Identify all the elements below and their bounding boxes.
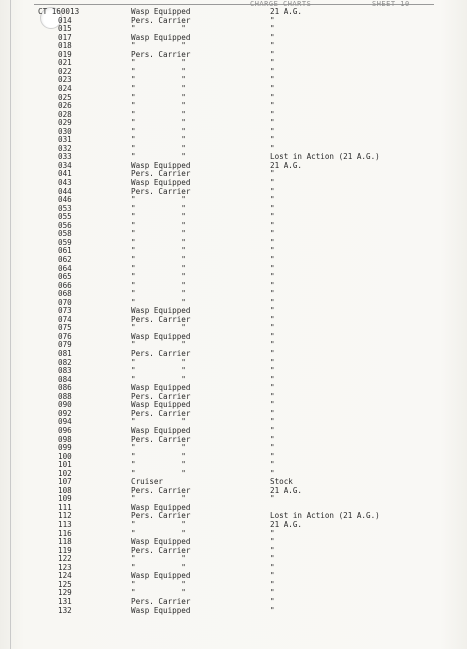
- serial-number: 043: [58, 178, 72, 187]
- serial-number: 058: [58, 229, 72, 239]
- serial-number: 044: [58, 186, 72, 196]
- serial-number: 023: [58, 75, 72, 85]
- serial-number: 083: [58, 366, 72, 376]
- vehicle-type: " ": [131, 237, 186, 247]
- vehicle-type: Wasp Equipped: [131, 400, 191, 410]
- disposition: ": [270, 562, 275, 572]
- serial-number: 100: [58, 451, 72, 461]
- disposition: ": [270, 263, 275, 273]
- disposition: ": [270, 391, 275, 401]
- serial-number: 056: [58, 220, 72, 230]
- vehicle-type: " ": [131, 83, 186, 93]
- serial-number: 070: [58, 297, 72, 307]
- disposition: ": [270, 425, 275, 435]
- vehicle-type: Wasp Equipped: [131, 178, 191, 187]
- vehicle-type: " ": [131, 289, 186, 299]
- disposition: ": [270, 494, 275, 504]
- vehicle-type: " ": [131, 41, 186, 51]
- vehicle-type: " ": [131, 417, 186, 427]
- serial-number: 116: [58, 528, 72, 538]
- disposition: ": [270, 169, 275, 179]
- serial-number: 119: [58, 545, 72, 555]
- serial-number: 031: [58, 135, 72, 145]
- disposition: ": [270, 537, 275, 547]
- serial-number: 053: [58, 203, 72, 213]
- serial-number: 055: [58, 212, 72, 222]
- serial-number: 092: [58, 408, 72, 418]
- serial-number: 025: [58, 92, 72, 102]
- serial-number: 099: [58, 443, 72, 453]
- vehicle-type: Wasp Equipped: [131, 425, 191, 435]
- vehicle-type: Pers. Carrier: [131, 314, 191, 324]
- serial-number: 109: [58, 494, 72, 504]
- vehicle-type: " ": [131, 468, 186, 478]
- vehicle-type: " ": [131, 520, 186, 529]
- serial-number: 086: [58, 383, 72, 393]
- disposition: ": [270, 272, 275, 282]
- vehicle-type: Pers. Carrier: [131, 391, 191, 401]
- header-sheet-number: SHEET 10: [372, 0, 410, 8]
- vehicle-type: " ": [131, 366, 186, 376]
- vehicle-type: Wasp Equipped: [131, 331, 191, 341]
- serial-number: 125: [58, 579, 72, 589]
- serial-number: 028: [58, 109, 72, 119]
- vehicle-type: " ": [131, 126, 186, 136]
- vehicle-type: Pers. Carrier: [131, 15, 191, 25]
- vehicle-type: Wasp Equipped: [131, 306, 191, 316]
- disposition: Stock: [270, 477, 293, 487]
- disposition: 21 A.G.: [270, 160, 303, 170]
- disposition: ": [270, 451, 275, 461]
- disposition: ": [270, 579, 275, 589]
- disposition: ": [270, 58, 275, 68]
- vehicle-type: Wasp Equipped: [131, 7, 191, 16]
- vehicle-type: Wasp Equipped: [131, 32, 191, 42]
- vehicle-type: Wasp Equipped: [131, 605, 191, 615]
- disposition: ": [270, 349, 275, 358]
- vehicle-type: " ": [131, 554, 186, 564]
- serial-number: 118: [58, 537, 72, 547]
- serial-number: 102: [58, 468, 72, 478]
- vehicle-type: Pers. Carrier: [131, 485, 191, 495]
- disposition: ": [270, 101, 275, 111]
- disposition: ": [270, 280, 275, 290]
- serial-number: 033: [58, 152, 72, 162]
- vehicle-type: " ": [131, 66, 186, 76]
- disposition: ": [270, 417, 275, 427]
- vehicle-type: Pers. Carrier: [131, 408, 191, 418]
- vehicle-type: Wasp Equipped: [131, 160, 191, 170]
- disposition: ": [270, 545, 275, 555]
- disposition: ": [270, 92, 275, 102]
- disposition: ": [270, 143, 275, 153]
- serial-number: 111: [58, 502, 72, 512]
- disposition: ": [270, 66, 275, 76]
- serial-number: 108: [58, 485, 72, 495]
- vehicle-type: " ": [131, 588, 186, 598]
- serial-number: 017: [58, 32, 72, 42]
- vehicle-type: Pers. Carrier: [131, 511, 191, 521]
- disposition: ": [270, 366, 275, 376]
- serial-number: 029: [58, 118, 72, 128]
- vehicle-type: " ": [131, 443, 186, 453]
- vehicle-type: Pers. Carrier: [131, 545, 191, 555]
- serial-number: 123: [58, 562, 72, 572]
- disposition: ": [270, 237, 275, 247]
- vehicle-type: " ": [131, 340, 186, 350]
- serial-number: 124: [58, 571, 72, 581]
- serial-number: 122: [58, 554, 72, 564]
- vehicle-type: " ": [131, 101, 186, 111]
- vehicle-type: " ": [131, 118, 186, 128]
- vehicle-type: Pers. Carrier: [131, 49, 191, 59]
- serial-number: 131: [58, 596, 72, 606]
- serial-number: 066: [58, 280, 72, 290]
- vehicle-type: " ": [131, 494, 186, 504]
- vehicle-type: " ": [131, 152, 186, 162]
- disposition: ": [270, 408, 275, 418]
- serial-number: 021: [58, 58, 72, 68]
- disposition: ": [270, 331, 275, 341]
- vehicle-type: Pers. Carrier: [131, 169, 191, 179]
- vehicle-type: " ": [131, 212, 186, 222]
- serial-number: 068: [58, 289, 72, 299]
- vehicle-type: Wasp Equipped: [131, 502, 191, 512]
- vehicle-type: " ": [131, 323, 186, 333]
- disposition: ": [270, 400, 275, 410]
- serial-number: 024: [58, 83, 72, 93]
- serial-number: 101: [58, 460, 72, 470]
- vehicle-type: " ": [131, 229, 186, 239]
- disposition: ": [270, 468, 275, 478]
- serial-number: 018: [58, 41, 72, 51]
- serial-number: 081: [58, 349, 72, 358]
- disposition: ": [270, 32, 275, 42]
- disposition: ": [270, 75, 275, 85]
- disposition: ": [270, 178, 275, 187]
- vehicle-type: Wasp Equipped: [131, 537, 191, 547]
- disposition: ": [270, 109, 275, 119]
- disposition: ": [270, 357, 275, 367]
- serial-number: 032: [58, 143, 72, 153]
- serial-number: 096: [58, 425, 72, 435]
- serial-number: 064: [58, 263, 72, 273]
- disposition: ": [270, 340, 275, 350]
- serial-number: 074: [58, 314, 72, 324]
- disposition: ": [270, 314, 275, 324]
- disposition: ": [270, 571, 275, 581]
- serial-number: 076: [58, 331, 72, 341]
- disposition: ": [270, 49, 275, 59]
- serial-number: 073: [58, 306, 72, 316]
- disposition: Lost in Action (21 A.G.): [270, 152, 380, 162]
- serial-number: 098: [58, 434, 72, 444]
- vehicle-type: " ": [131, 374, 186, 384]
- disposition: ": [270, 588, 275, 598]
- disposition: ": [270, 528, 275, 538]
- vehicle-type: Cruiser: [131, 477, 164, 487]
- serial-number: 065: [58, 272, 72, 282]
- vehicle-type: Pers. Carrier: [131, 596, 191, 606]
- serial-number: 015: [58, 24, 72, 34]
- serial-number: 132: [58, 605, 72, 615]
- serial-number: 062: [58, 254, 72, 264]
- serial-number: 019: [58, 49, 72, 59]
- disposition: ": [270, 15, 275, 25]
- disposition: ": [270, 212, 275, 222]
- vehicle-type: " ": [131, 246, 186, 256]
- vehicle-type: " ": [131, 220, 186, 230]
- vehicle-type: Pers. Carrier: [131, 186, 191, 196]
- serial-number: 046: [58, 195, 72, 205]
- disposition: Lost in Action (21 A.G.): [270, 511, 380, 521]
- vehicle-type: " ": [131, 109, 186, 119]
- vehicle-type: " ": [131, 272, 186, 282]
- serial-number: 034: [58, 160, 72, 170]
- page-edge-shadow: [10, 0, 11, 649]
- disposition: ": [270, 126, 275, 136]
- vehicle-type: " ": [131, 297, 186, 307]
- disposition: ": [270, 246, 275, 256]
- serial-number: 030: [58, 126, 72, 136]
- disposition: ": [270, 135, 275, 145]
- serial-number: CT 160013: [38, 7, 80, 16]
- disposition: 21 A.G.: [270, 520, 303, 529]
- serial-number: 059: [58, 237, 72, 247]
- disposition: 21 A.G.: [270, 485, 303, 495]
- vehicle-type: " ": [131, 460, 186, 470]
- disposition: ": [270, 596, 275, 606]
- vehicle-type: Wasp Equipped: [131, 571, 191, 581]
- serial-number: 129: [58, 588, 72, 598]
- vehicle-type: " ": [131, 24, 186, 34]
- serial-number: 113: [58, 520, 72, 529]
- serial-number: 082: [58, 357, 72, 367]
- vehicle-type: " ": [131, 263, 186, 273]
- vehicle-type: " ": [131, 254, 186, 264]
- vehicle-type: Pers. Carrier: [131, 349, 191, 358]
- disposition: ": [270, 289, 275, 299]
- vehicle-type: " ": [131, 75, 186, 85]
- disposition: ": [270, 254, 275, 264]
- disposition: ": [270, 83, 275, 93]
- serial-number: 084: [58, 374, 72, 384]
- disposition: ": [270, 374, 275, 384]
- serial-number: 014: [58, 15, 72, 25]
- vehicle-type: " ": [131, 203, 186, 213]
- disposition: ": [270, 605, 275, 615]
- vehicle-type: " ": [131, 135, 186, 145]
- vehicle-type: " ": [131, 195, 186, 205]
- vehicle-type: " ": [131, 280, 186, 290]
- serial-number: 094: [58, 417, 72, 427]
- disposition: ": [270, 41, 275, 51]
- vehicle-type: " ": [131, 579, 186, 589]
- disposition: ": [270, 460, 275, 470]
- disposition: 21 A.G.: [270, 7, 303, 16]
- disposition: ": [270, 443, 275, 453]
- vehicle-type: " ": [131, 528, 186, 538]
- disposition: ": [270, 203, 275, 213]
- vehicle-type: Pers. Carrier: [131, 434, 191, 444]
- serial-number: 090: [58, 400, 72, 410]
- disposition: ": [270, 186, 275, 196]
- vehicle-type: " ": [131, 143, 186, 153]
- disposition: ": [270, 195, 275, 205]
- vehicle-type: " ": [131, 92, 186, 102]
- disposition: ": [270, 229, 275, 239]
- disposition: ": [270, 306, 275, 316]
- serial-number: 075: [58, 323, 72, 333]
- serial-number: 107: [58, 477, 72, 487]
- serial-number: 112: [58, 511, 72, 521]
- vehicle-type: " ": [131, 357, 186, 367]
- serial-number: 026: [58, 101, 72, 111]
- disposition: ": [270, 554, 275, 564]
- disposition: ": [270, 220, 275, 230]
- serial-number: 079: [58, 340, 72, 350]
- disposition: ": [270, 118, 275, 128]
- disposition: ": [270, 323, 275, 333]
- disposition: ": [270, 434, 275, 444]
- serial-number: 022: [58, 66, 72, 76]
- disposition: ": [270, 383, 275, 393]
- disposition: ": [270, 24, 275, 34]
- vehicle-type: " ": [131, 58, 186, 68]
- vehicle-type: Wasp Equipped: [131, 383, 191, 393]
- serial-number: 088: [58, 391, 72, 401]
- vehicle-type: " ": [131, 562, 186, 572]
- disposition: ": [270, 297, 275, 307]
- serial-number: 041: [58, 169, 72, 179]
- serial-number: 061: [58, 246, 72, 256]
- header-faint-left: CHARGE CHARTS: [250, 0, 312, 8]
- vehicle-type: " ": [131, 451, 186, 461]
